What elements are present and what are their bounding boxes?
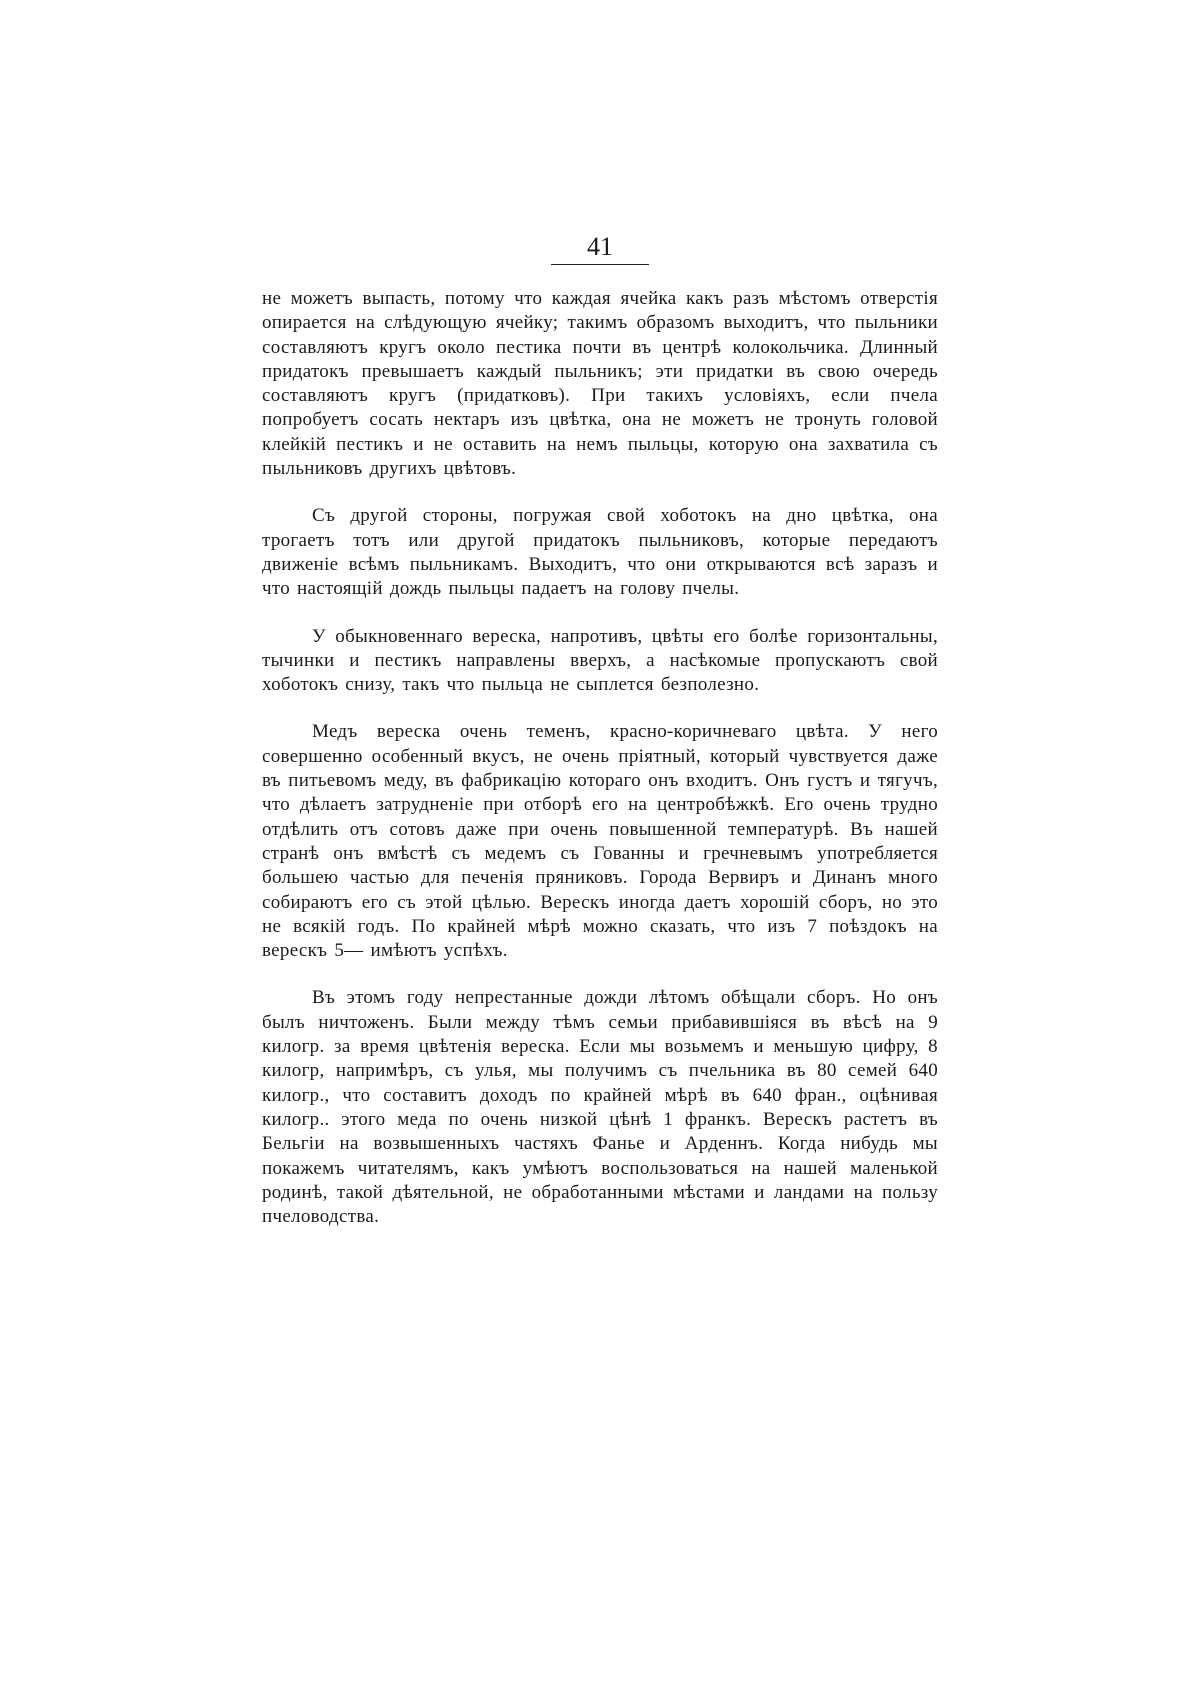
paragraph-5: Въ этомъ году непрестанные дожди лѣтомъ обѣщали сборъ. Но онъ былъ ничтоженъ. Были между тѣмъ семьи прибавившіяся въ вѣсѣ на 9 килогр. за время цвѣтенія вереска. Если мы возьмемъ и меньшую цифру, 8 килогр, напримѣръ, съ улья, мы получимъ съ пчельника въ 80 семей 640 килогр., что составитъ доходъ по крайней мѣрѣ въ 640 фран., оцѣнивая килогр.. этого меда по очень низкой цѣнѣ 1 франкъ. Верескъ растетъ въ Бельгіи на возвышенныхъ частяхъ Фанье и Арденнъ. Когда нибудь мы покажемъ читателямъ, какъ умѣютъ воспользоваться на нашей маленькой родинѣ, такой дѣятельной, не обработанными мѣстами и ландами на пользу пчеловодства. [262,987,938,1228]
paragraph-1: не можетъ выпасть, потому что каждая ячейка какъ разъ мѣстомъ отверстія опирается на слѣдующую ячейку; такимъ образомъ выходитъ, что пыльники составляютъ кругъ около пестика почти въ центрѣ колокольчика. Длинный придатокъ превышаетъ каждый пыльникъ; эти придатки въ свою очередь составляютъ кругъ (придатковъ). При такихъ условіяхъ, если пчела попробуетъ сосать нектаръ изъ цвѣтка, она не можетъ не тронуть головой клейкій пестикъ и не оставить на немъ пыльцы, которую она захватила съ пыльниковъ другихъ цвѣтовъ. [262,288,938,480]
page-number: 41 [587,232,613,261]
paragraph-3: У обыкновеннаго вереска, напротивъ, цвѣты его болѣе горизонтальны, тычинки и пестикъ направлены вверхъ, а насѣкомые пропускаютъ свой хоботокъ снизу, такъ что пыльца не сыплется безполезно. [262,625,938,696]
paragraph-4: Медъ вереска очень теменъ, красно-коричневаго цвѣта. У него совершенно особенный вкусъ, не очень пріятный, который чувствуется даже въ питьевомъ меду, въ фабрикацію котораго онъ входитъ. Онъ густъ и тягучъ, что дѣлаетъ затрудненіе при отборѣ его на центробѣжкѣ. Его очень трудно отдѣлить отъ сотовъ даже при очень повышенной температурѣ. Въ нашей странѣ онъ вмѣстѣ съ медемъ съ Гованны и гречневымъ употребляется большею частью для печенія пряниковъ. Города Вервиръ и Динанъ много собираютъ его съ этой цѣлью. Верескъ иногда даетъ хорошій сборъ, но это не всякій годъ. По крайней мѣрѣ можно сказать, что изъ 7 поѣздокъ на верескъ 5— имѣютъ успѣхъ. [262,721,938,962]
page-number-rule [551,264,649,265]
paragraph-2: Съ другой стороны, погружая свой хоботокъ на дно цвѣтка, она трогаетъ тотъ или другой придатокъ пыльниковъ, которые передаютъ движеніе всѣмъ пыльникамъ. Выходитъ, что они открываются всѣ заразъ и что настоящій дождь пыльцы падаетъ на голову пчелы. [262,505,938,600]
body-text [262,287,938,1229]
